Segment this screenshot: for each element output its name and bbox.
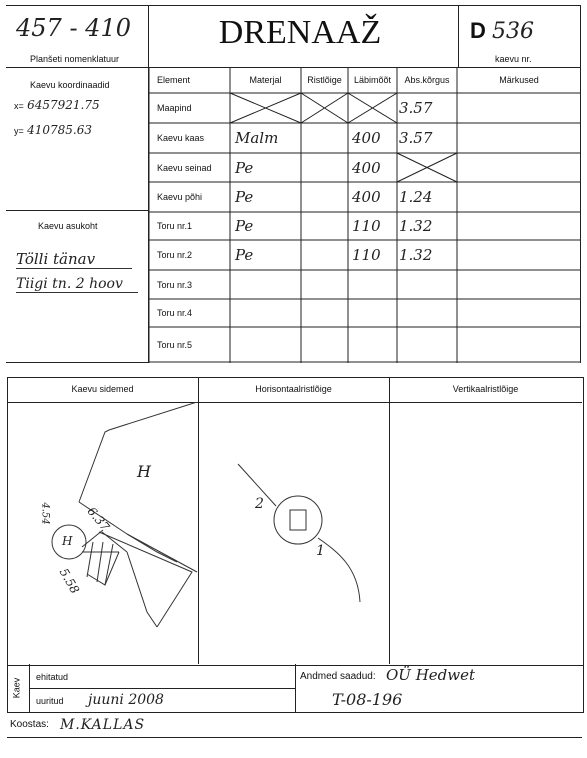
well-number <box>470 18 534 44</box>
built-label: ehitatud <box>36 672 69 682</box>
table-row-material: Pe <box>235 217 254 235</box>
header-material: Materjal <box>249 75 282 85</box>
table-row-element: Maapind <box>157 103 192 113</box>
horizontal-section-sketch <box>198 402 389 664</box>
distance-bottom: 5.58 <box>56 565 83 597</box>
table-row-height: 1.24 <box>399 188 433 206</box>
table-row-height: 3.57 <box>399 129 433 147</box>
data-reference: T-08-196 <box>332 690 403 709</box>
data-source-value: OÜ Hedwet <box>386 666 476 684</box>
table-row-material: Pe <box>235 188 254 206</box>
pipe-2-label: 2 <box>255 496 264 512</box>
location-label: Kaevu asukoht <box>38 221 98 231</box>
table-row-element: Kaevu kaas <box>157 133 205 143</box>
coordinate-y-value: 410785.63 <box>27 123 93 137</box>
table-row-material: Pe <box>235 246 254 264</box>
table-row-element: Toru nr.5 <box>157 339 193 350</box>
table-row-element: Toru nr.1 <box>157 221 193 231</box>
header-notes: Märkused <box>499 75 539 85</box>
location-line-2: Tiigi tn. 2 hoov <box>16 276 138 293</box>
table-row-diameter: 400 <box>352 188 381 206</box>
header-diameter: Läbimõõt <box>353 75 392 85</box>
well-number-value: 536 <box>492 19 535 44</box>
table-row-diameter: 400 <box>352 129 381 147</box>
coordinate-y-label: y= <box>14 126 24 136</box>
coordinates-label: Kaevu koordinaadid <box>30 80 110 90</box>
well-letter: H <box>62 534 73 548</box>
compiled-value: M.KALLAS <box>60 717 146 733</box>
table-row-element: Kaevu seinad <box>157 162 212 173</box>
data-source-label: Andmed saadud: <box>300 671 376 682</box>
table-row-element: Toru nr.3 <box>157 279 193 290</box>
table-row-diameter: 400 <box>352 158 381 177</box>
horizontal-section-label: Horisontaalristlõige <box>255 384 332 394</box>
location-line-1: Tölli tänav <box>16 250 132 269</box>
surveyed-label: uuritud <box>36 696 64 706</box>
coordinate-x-label: x= <box>14 101 24 111</box>
well-prefix: D <box>470 18 486 43</box>
well-number-label: kaevu nr. <box>495 54 532 64</box>
table-row-height: 1.32 <box>399 246 433 264</box>
header-element: Element <box>157 75 191 85</box>
surveyed-value: juuni 2008 <box>88 692 164 708</box>
table-row-element: Toru nr.2 <box>157 250 193 260</box>
table-row-diameter: 110 <box>352 217 381 235</box>
header-cross-section: Ristlõige <box>307 75 342 85</box>
header-abs-height: Abs.kõrgus <box>404 75 450 85</box>
table-row-element: Toru nr.4 <box>157 308 193 318</box>
coordinate-y <box>14 123 92 137</box>
table-row-material: Malm <box>235 129 279 147</box>
distance-top: 6.37 <box>84 504 113 534</box>
table-row-height: 3.57 <box>399 99 433 117</box>
page-title: DRENAAŽ <box>218 14 382 51</box>
distance-left: 4.54 <box>39 502 51 525</box>
table-row-height: 1.32 <box>399 217 433 235</box>
pipe-1-label: 1 <box>316 543 325 559</box>
vertical-section-label: Vertikaalristlõige <box>452 384 519 394</box>
element-table <box>149 67 581 363</box>
table-row-element: Kaevu põhi <box>157 192 203 202</box>
building-letter: H <box>137 462 151 481</box>
nomenclature-value: 457 - 410 <box>16 14 131 42</box>
table-row-material: Pe <box>235 158 254 177</box>
connections-label: Kaevu sidemed <box>71 384 134 394</box>
coordinate-x <box>14 98 100 112</box>
table-row-diameter: 110 <box>352 246 381 264</box>
coordinate-x-value: 6457921.75 <box>27 98 100 112</box>
well-side-label: Kaev <box>11 677 22 699</box>
compiled-label: Koostas: <box>10 719 49 730</box>
nomenclature-label: Planšeti nomenklatuur <box>30 54 120 64</box>
